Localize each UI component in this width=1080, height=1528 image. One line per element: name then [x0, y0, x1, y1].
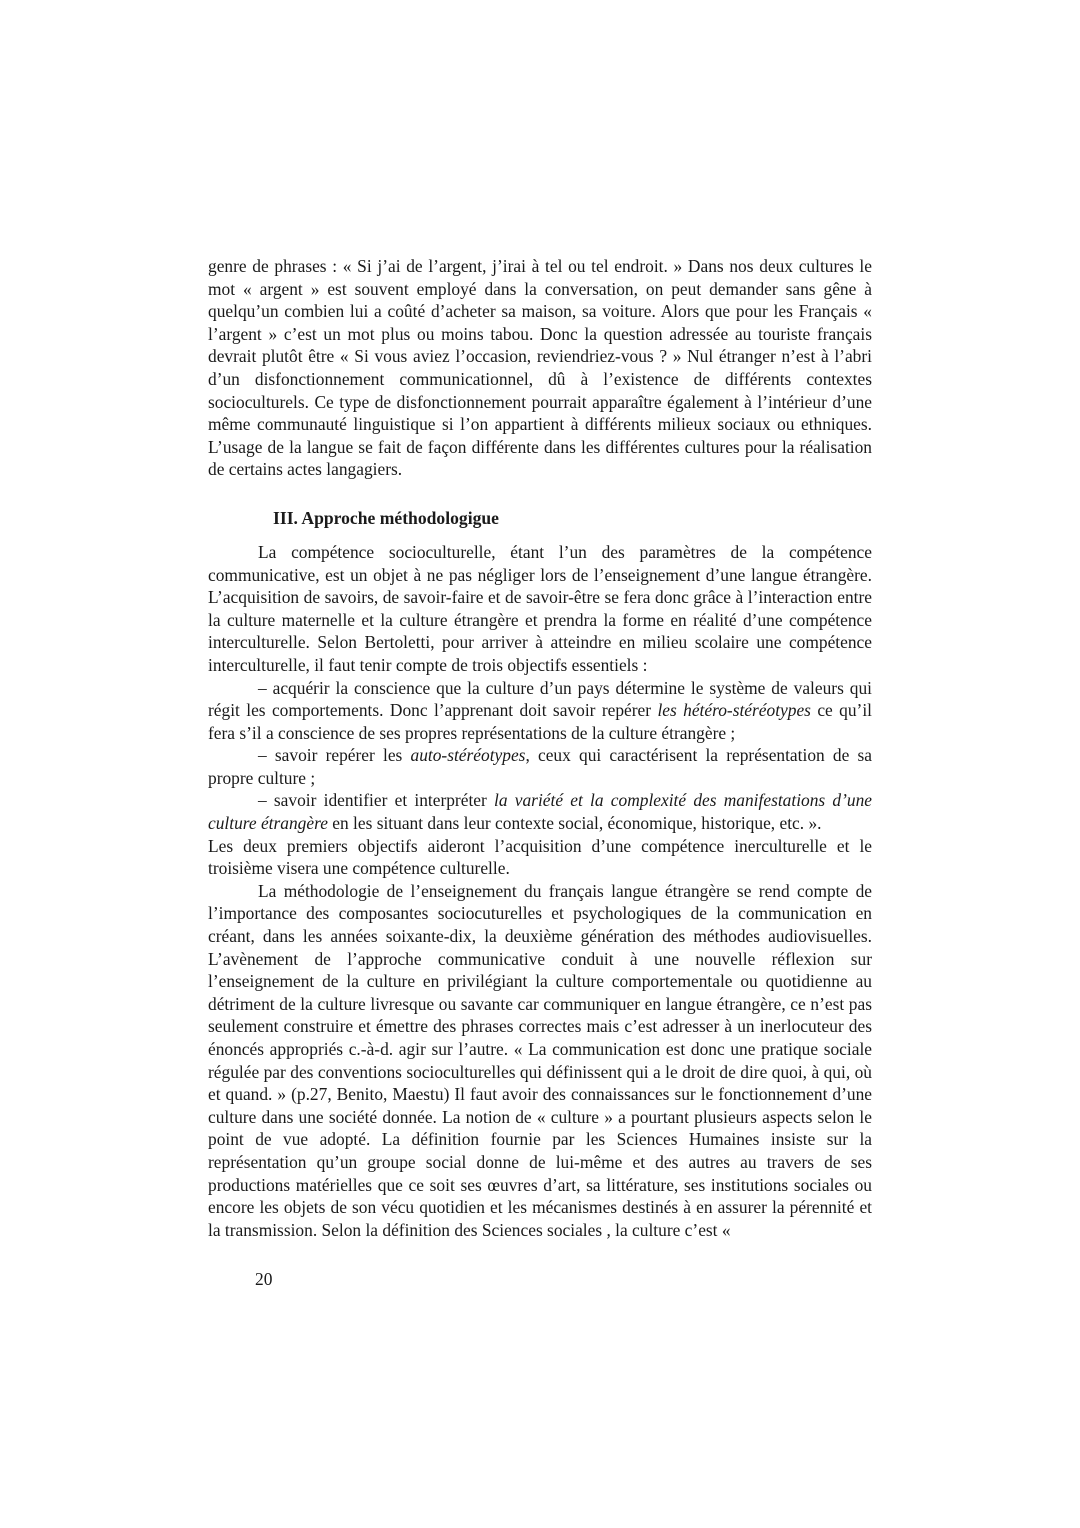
- paragraph-4: La méthodologie de l’enseignement du français langue étrangère se rend compte de l’importance des composantes sociocuturelles et psychologiques de la communication en créant, dans les années soixante-dix, la deuxième génération des méthodes audiovisuelles. L’avènement de l’approche communicative conduit à une nouvelle réflexion sur l’enseignement de la culture en privilégiant la culture comportementale ou quotidienne au détriment de la culture livresque ou savante car communiquer en langue étrangère, ce n’est pas seulement construire et émettre des phrases correctes mais c’est adresser à un inerlocuteur des énoncés appropriés c.-à-d. agir sur l’autre. « La communication est donc une pratique sociale régulée par des conventions socioculturelles qui définissent qui a le droit de dire quoi, à qui, où et quand. » (p.27, Benito, Maestu) Il faut avoir des connaissances sur le fonctionnement d’une culture dans une société donnée. La notion de « culture » a pourtant plusieurs aspects selon le point de vue adopté. La définition fournie par les Sciences Humaines insiste sur la représentation qu’un groupe social donne de lui-même et des autres au travers de ses productions matérielles que ce soit ses œuvres d’art, sa littérature, ses institutions sociales ou encore les objets de son vécu quotidien et les mécanismes destinés à en assurer la pérennité et la transmission. Selon la définition des Sciences sociales , la culture c’est «: [208, 880, 872, 1240]
- objective-item-2: [208, 744, 872, 789]
- paragraph-2: La compétence socioculturelle, étant l’un des paramètres de la compétence communicative, est un objet à ne pas négliger lors de l’enseignement d’une langue étrangère. L’acquisition de savoirs, de savoir-faire et de savoir-être se fera donc grâce à l’interaction entre la culture maternelle et la culture étrangère et prendra la forme en réalité d’une compétence interculturelle. Selon Bertoletti, pour arriver à atteindre en milieu scolaire une compétence interculturelle, il faut tenir compte de trois objectifs essentiels :: [208, 541, 872, 675]
- paragraph-1: genre de phrases : « Si j’ai de l’argent, j’irai à tel ou tel endroit. » Dans nos deux cultures le mot « argent » est souvent employé dans la conversation, on peut demander sans gêne à quelqu’un combien lui a coûté d’acheter sa maison, sa voiture. Alors que pour les Français « l’argent » c’est un mot plus ou moins tabou. Donc la question adressée au touriste français devrait plutôt être « Si vous aviez l’occasion, reviendriez-vous ? » Nul étranger n’est à l’abri d’un disfonctionnement communicationnel, dû à l’existence de différents contextes socioculturels. Ce type de disfonctionnement pourrait apparaître également à l’intérieur d’une même communauté linguistique si l’on appartient à différents milieux sociaux ou ethniques. L’usage de la langue se fait de façon différente dans les différentes cultures pour la réalisation de certains actes langagiers.: [208, 256, 872, 480]
- objective-2-emphasis: auto-stéréotypes: [410, 745, 526, 766]
- objective-1-text: – acquérir la conscience que la culture d’un pays détermine le système de valeurs qui régit les comportements. Donc l’apprenant doit savoir repérer: [208, 677, 872, 721]
- document-body: [208, 255, 872, 1241]
- objective-item-1: [208, 677, 872, 745]
- objective-2-text: – savoir repérer les: [258, 745, 411, 766]
- objective-1-emphasis: les hétéro-stéréotypes: [657, 700, 811, 721]
- section-heading: III. Approche méthodologigue: [273, 507, 499, 528]
- objective-3-emphasis: la variété et la complexité des manifestations d’une culture étrangère: [208, 790, 872, 834]
- objective-3-text-end: en les situant dans leur contexte social, économique, historique, etc. ».: [327, 813, 822, 834]
- objective-2-text-end: , ceux qui caractérisent la représentation de sa propre culture ;: [208, 745, 872, 788]
- paragraph-3: Les deux premiers objectifs aideront l’acquisition d’une compétence inerculturelle et le troisième visera une compétence culturelle.: [208, 835, 872, 879]
- objective-3-text: – savoir identifier et interpréter: [258, 790, 495, 811]
- objective-item-3: [208, 789, 872, 834]
- objective-1-text-end: ce qu’il fera s’il a conscience de ses propres représentations de la culture étrangère ;: [208, 700, 872, 743]
- page-number: 20: [255, 1269, 273, 1289]
